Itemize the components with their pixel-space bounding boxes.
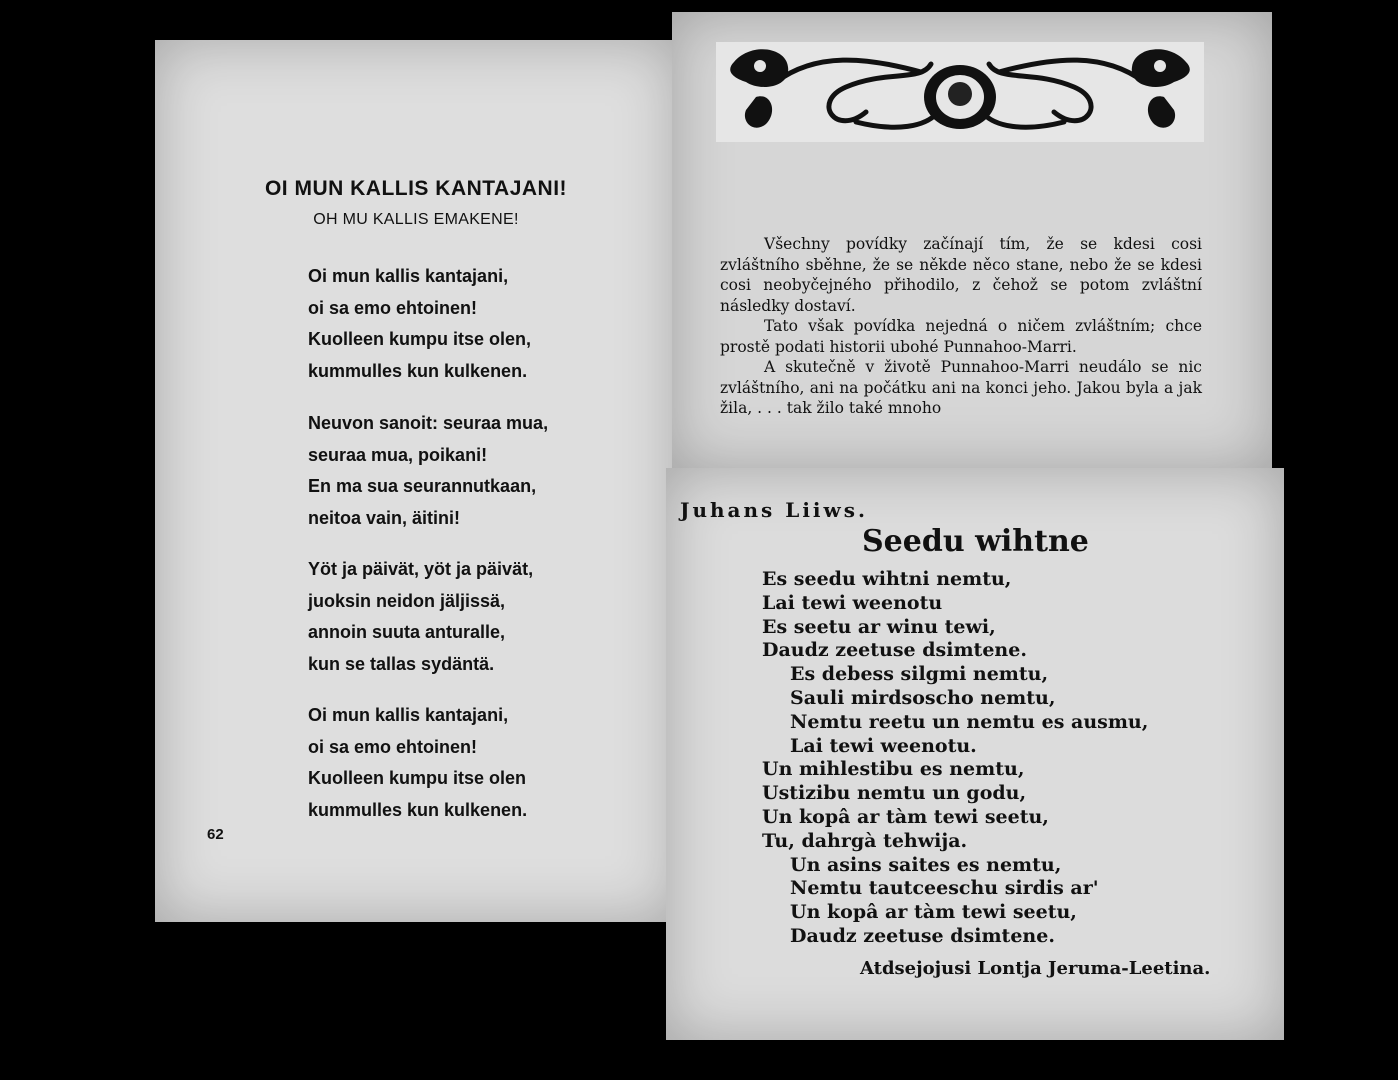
finnish-poem-page [155,40,677,922]
verse-line: Kuolleen kumpu itse olen [308,768,527,788]
verse-line: Nemtu tautceeschu sirdis ar' [790,877,1099,900]
paragraph: Všechny povídky začínají tím, že se kdesi cosi zvláštního sběhne, že se někde něco stane, nebo že se kdesi cosi neobyčejného přihodilo, z čehož se potom zvláštní následky dostaví. [720,235,1202,315]
verse-line: Tu, dahrgà tehwija. [762,829,968,852]
verse-line: Lai tewi weenotu [762,591,943,614]
verse-line: Es seedu wihtni nemtu, [762,568,1012,590]
verse-line: Es debess silgmi nemtu, [790,663,1049,686]
verse-line: neitoa vain, äitini! [308,507,461,528]
stanza [308,261,531,387]
verse-line: Daudz zeetuse dsimtene. [762,639,1027,662]
verse-line: Sauli mirdsoscho nemtu, [790,686,1056,709]
stanza [308,700,527,826]
verse-line: annoin suuta anturalle, [308,622,506,642]
verse-line: Daudz zeetuse dsimtene. [790,924,1055,947]
paragraph: Tato však povídka nejedná o ničem zvláštním; chce prostě podati historii ubohé Punnahoo-Marri. [720,317,1202,356]
stanza [308,408,548,534]
verse-line: Un mihlestibu es nemtu, [762,758,1025,781]
verse-line: Neuvon sanoit: seuraa mua, [308,413,549,433]
verse-line: Es seetu ar winu tewi, [762,615,996,638]
verse-line: Yöt ja päivät, yöt ja päivät, [308,559,534,579]
stanza [308,554,533,680]
prose-text [720,234,1202,419]
verse-line: Ustizibu nemtu un godu, [762,782,1027,805]
ornament-icon [716,42,1204,142]
poem-verse [762,568,1148,949]
paragraph: A skutečně v životě Punnahoo-Marri neudálo se nic zvláštního, ani na počátku ani na konci jeho. Jakou byla a jak žila, . . . tak žilo také mnoho [720,358,1202,417]
poem-subtitle: OH MU KALLIS EMAKENE! [313,211,519,228]
translator-credit: Atdsejojusi Lontja Jeruma-Leetina. [860,958,1211,979]
verse-line: Un kopâ ar tàm tewi seetu, [790,901,1077,924]
verse-line: kummulles kun kulkenen. [308,799,528,820]
art-nouveau-ornament [716,42,1204,142]
page-number: 62 [207,826,224,843]
czech-prose-page [672,12,1272,470]
verse-line: oi sa emo ehtoinen! [308,297,478,318]
verse-line: Un asins saites es nemtu, [790,853,1062,876]
verse-line: Nemtu reetu un nemtu es ausmu, [790,710,1149,733]
author-name: Juhans Liiws. [680,498,868,522]
verse-line: seuraa mua, poikani! [308,444,488,465]
poem-title: OI MUN KALLIS KANTAJANI! [264,177,568,200]
verse-line: Oi mun kallis kantajani, [308,705,509,725]
verse-line: kummulles kun kulkenen. [308,360,528,381]
poem-title: Seedu wihtne [862,524,1089,559]
latvian-poem-page [666,468,1284,1040]
verse-line: oi sa emo ehtoinen! [308,736,478,757]
verse-line: Lai tewi weenotu. [790,734,977,757]
verse-line: Kuolleen kumpu itse olen, [308,329,532,349]
verse-line: Oi mun kallis kantajani, [308,266,509,286]
verse-line: Un kopâ ar tàm tewi seetu, [762,805,1049,828]
verse-line: En ma sua seurannutkaan, [308,476,537,496]
verse-line: juoksin neidon jäljissä, [308,590,506,611]
verse-line: kun se tallas sydäntä. [308,653,495,674]
